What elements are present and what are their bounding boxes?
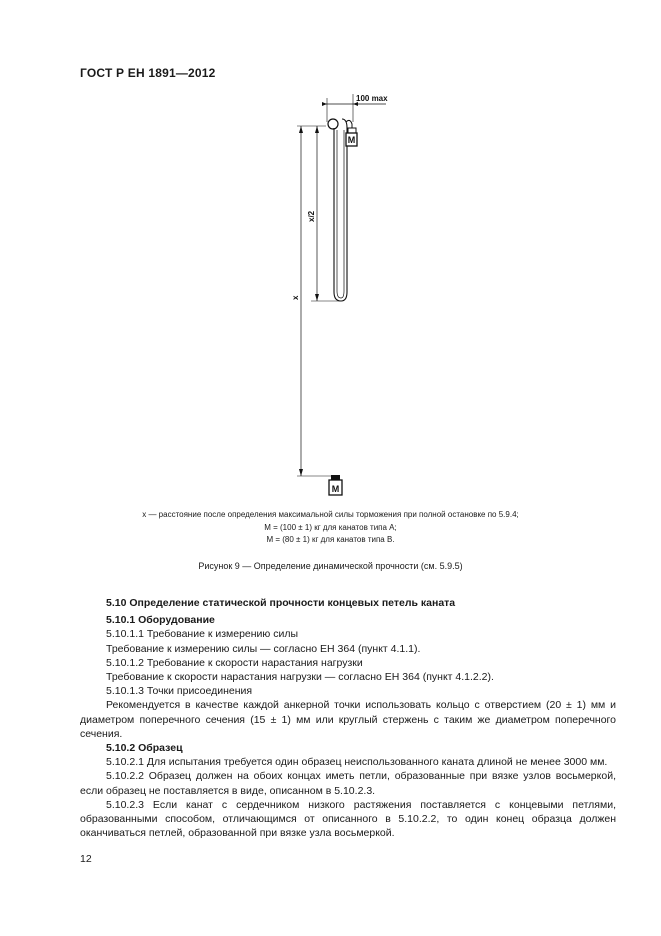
page-number: 12 — [80, 853, 92, 865]
dynamic-strength-figure — [280, 88, 400, 498]
dim-label-100max: 100 max — [356, 94, 388, 103]
figure-caption: Рисунок 9 — Определение динамической прочности (см. 5.9.5) — [198, 561, 463, 571]
clause-5-10-2-3: 5.10.2.3 Если канат с сердечником низкого растяжения поставляется с концевыми петлями, образованными способом, отличающимся от описанного в 5.10.2.2, то один конец образца должен оканчиваться петлей, образованной при вязке узла восьмеркой. — [80, 798, 616, 840]
body-text — [80, 596, 616, 840]
dim-label-x: x — [291, 295, 300, 300]
legend-line-mass-b: M = (80 ± 1) кг для канатов типа B. — [266, 535, 395, 544]
clause-5-10-2-2: 5.10.2.2 Образец должен на обоих концах иметь петли, образованные при вязке узлов восьмеркой, если образец не поставляется в виде, описанном в 5.10.2.3. — [80, 770, 616, 797]
clause-5-10-1-3: 5.10.1.3 Точки присоединения — [106, 685, 253, 698]
legend-line-mass-a: M = (100 ± 1) кг для канатов типа A; — [264, 522, 397, 532]
rope-loop — [334, 119, 347, 301]
clause-5-10-1-3-text: Рекомендуется в качестве каждой анкерной точки использовать кольцо с отверстием (20 ± 1) мм и диаметром поперечного сечения (15 ± 1) мм или круглый стержень с таким же диаметром поперечного сечения. — [80, 699, 616, 740]
dim-label-half: x/2 — [307, 210, 316, 222]
mass-top-label: M — [347, 135, 356, 145]
section-heading-5-10-2: 5.10.2 Образец — [106, 742, 183, 755]
mass-bottom-label: M — [331, 484, 340, 494]
section-heading-5-10: 5.10 Определение статической прочности концевых петель каната — [106, 597, 456, 609]
figure-legend — [0, 509, 661, 547]
clause-5-10-1-2-text: Требование к скорости нарастания нагрузки — согласно ЕН 364 (пункт 4.1.2.2). — [106, 671, 494, 684]
legend-line-x: x — расстояние после определения максимальной силы торможения при полной остановке по 5.9.4; — [142, 510, 519, 519]
document-header: ГОСТ Р ЕН 1891—2012 — [80, 66, 216, 80]
clause-5-10-1-1-text: Требование к измерению силы — согласно ЕН 364 (пункт 4.1.1). — [106, 642, 421, 655]
clause-5-10-2-1: 5.10.2.1 Для испытания требуется один образец неиспользованного каната длиной не менее 3000 мм. — [106, 756, 608, 769]
clause-5-10-1-2: 5.10.1.2 Требование к скорости нарастания нагрузки — [106, 656, 363, 669]
clause-5-10-1-1: 5.10.1.1 Требование к измерению силы — [106, 628, 298, 641]
anchor-ring — [328, 119, 338, 129]
section-heading-5-10-1: 5.10.1 Оборудование — [106, 614, 215, 627]
